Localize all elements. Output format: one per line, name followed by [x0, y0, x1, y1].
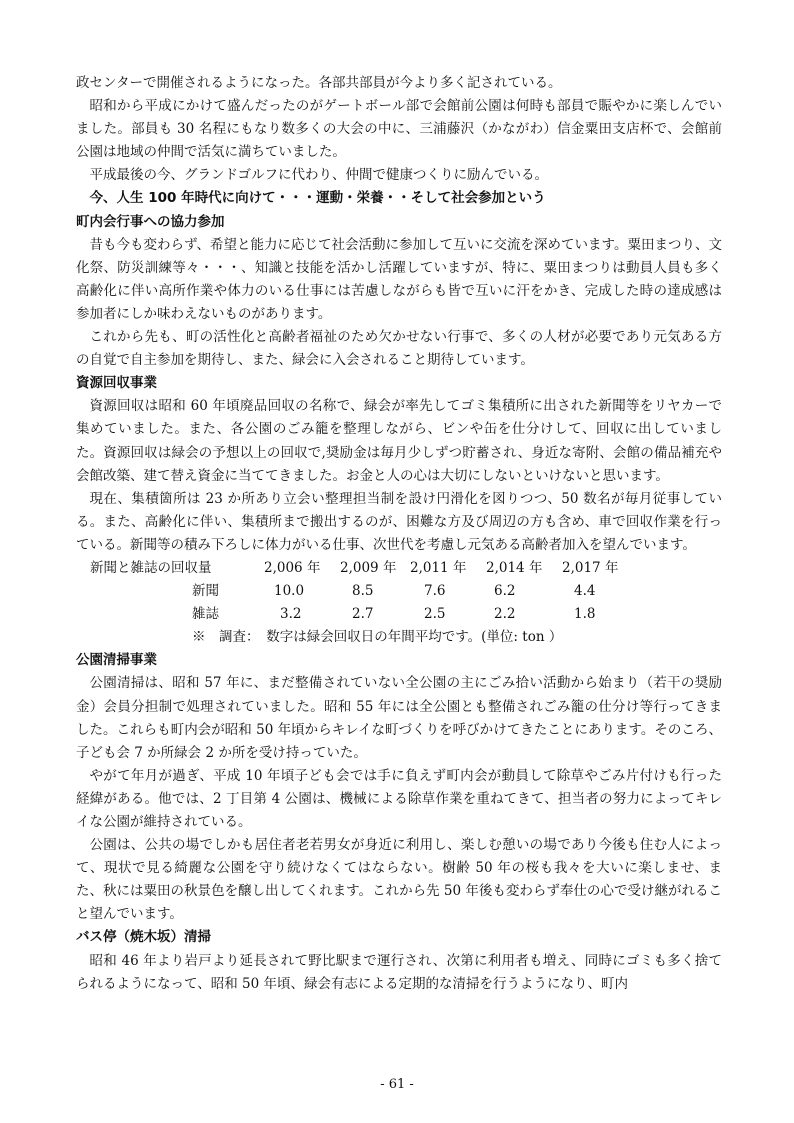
paragraph: 公園は、公共の場でしかも居住者老若男女が身近に利用し、楽しむ憩いの場であり今後も住む人によって、現状で見る綺麗な公園を守り続けなくてはならない。樹齢 50 年の桜も我々を大いに楽しませ、また、秋には粟田の秋景色を醸し出してくれます。これから先 50 年後も変わらず奉仕の心で受け継がれること望んでいます。 [76, 837, 722, 923]
body-text [76, 72, 722, 996]
paragraph: 昭和から平成にかけて盛んだったのがゲートボール部で会館前公園は何時も部員で賑やかに楽しんでいました。部員も 30 名程にもなり数多くの大会の中に、三浦藤沢（かながわ）信金粟田支店杯で、会館前公園は地域の仲間で活気に満ちていました。 [76, 98, 722, 161]
table-row-label: 新聞 [192, 583, 219, 600]
paragraph: 公園清掃は、昭和 57 年に、まだ整備されていない全公園の主にごみ拾い活動から始まり（若干の奨励金）会員分担制で処理されていました。昭和 55 年には全公園とも整備されごみ籠の仕分け等行ってきました。これらも町内会が昭和 50 年頃からキレイな町づくりを呼びかけてきたことにあります。そのころ、子ども会 7 か所緑会 2 か所を受け持っていた。 [76, 675, 722, 761]
section-heading: 町内会行事への協力参加 [76, 213, 225, 230]
table-cell: 6.2 [494, 583, 516, 600]
paragraph: 資源回収は昭和 60 年頃廃品回収の名称で、緑会が率先してゴミ集積所に出された新聞等をリヤカーで集めていました。また、各公園のごみ籠を整理しながら、ビンや缶を仕分けして、回収に出していました。資源回収は緑会の予想以上の回収で,奨励金は毎月少しずつ貯蓄され、身近な寄附、会館の備品補充や会館改築、建て替え資金に当ててきました。お金と人の心は大切にしないといけないと思います。 [76, 398, 722, 484]
section-heading: バス停（焼木坂）清掃 [76, 929, 211, 946]
paragraph: これから先も、町の活性化と高齢者福祉のため欠かせない行事で、多くの人材が必要であり元気ある方の自覚で自主参加を期待し、また、緑会に入会されること期待しています。 [76, 329, 722, 369]
paragraph: 平成最後の今、グランドゴルフに代わり、仲間で健康つくりに励んでいる。 [89, 167, 548, 184]
table-cell: 10.0 [274, 583, 305, 600]
paragraph: 現在、集積箇所は 23 か所あり立会い整理担当制を設け円滑化を図りつつ、50 数名が毎月従事している。また、高齢化に伴い、集積所まで搬出するのが、困難な方及び周辺の方も含め、車で回収作業を行っている。新聞等の積み下ろしに体力がいる仕事、次世代を考慮し元気ある高齢者加入を望んでいます。 [76, 490, 722, 553]
table-year: 2,006 年 [264, 559, 321, 576]
collection-table [76, 557, 722, 626]
page-number: - 61 - [380, 1077, 414, 1092]
table-year: 2,011 年 [410, 559, 467, 576]
table-year: 2,017 年 [562, 559, 619, 576]
table-caption: 新聞と雑誌の回収量 [90, 559, 212, 576]
table-cell: 2.5 [424, 606, 446, 623]
table-note: ※ 調査： 数字は緑会回収日の年間平均です。(単位: ton ） [192, 629, 563, 646]
table-cell: 4.4 [574, 583, 596, 600]
table-cell: 7.6 [424, 583, 446, 600]
table-cell: 8.5 [352, 583, 374, 600]
paragraph-emphasis: 今、人生 100 年時代に向けて・・・運動・栄養・・そして社会参加という [89, 190, 546, 207]
table-cell: 2.2 [494, 606, 516, 623]
paragraph: 政センターで開催されるようになった。各部共部員が今より多く記されている。 [76, 75, 562, 91]
paragraph: 昔も今も変わらず、希望と能力に応じて社会活動に参加して互いに交流を深めています。粟田まつり、文化祭、防災訓練等々・・・、知識と技能を活かし活躍していますが、特に、粟田まつりは動員人員も多く高齢化に伴い高所作業や体力のいる仕事には苦慮しながらも皆で互いに汗をかき、完成した時の達成感は参加者にしか味わえないものがあります。 [76, 236, 722, 322]
section-heading: 公園清掃事業 [76, 652, 157, 669]
paragraph: やがて年月が過ぎ、平成 10 年頃子ども会では手に負えず町内会が動員して除草やごみ片付けも行った経緯がある。他では、2 丁目第 4 公園は、機械による除草作業を重ねてきて、担当者の努力によってキレイな公園が維持されている。 [76, 767, 722, 831]
table-year: 2,009 年 [340, 559, 397, 576]
table-row-label: 雑誌 [192, 606, 219, 623]
table-cell: 3.2 [280, 606, 302, 623]
section-heading: 資源回収事業 [76, 375, 157, 392]
paragraph: 昭和 46 年より岩戸より延長されて野比駅まで運行され、次第に利用者も増え、同時にゴミも多く捨てられるようになって、昭和 50 年頃、緑会有志による定期的な清掃を行うようになり、町内 [76, 952, 722, 992]
table-cell: 2.7 [352, 606, 374, 623]
table-cell: 1.8 [574, 606, 596, 623]
table-year: 2,014 年 [486, 559, 543, 576]
